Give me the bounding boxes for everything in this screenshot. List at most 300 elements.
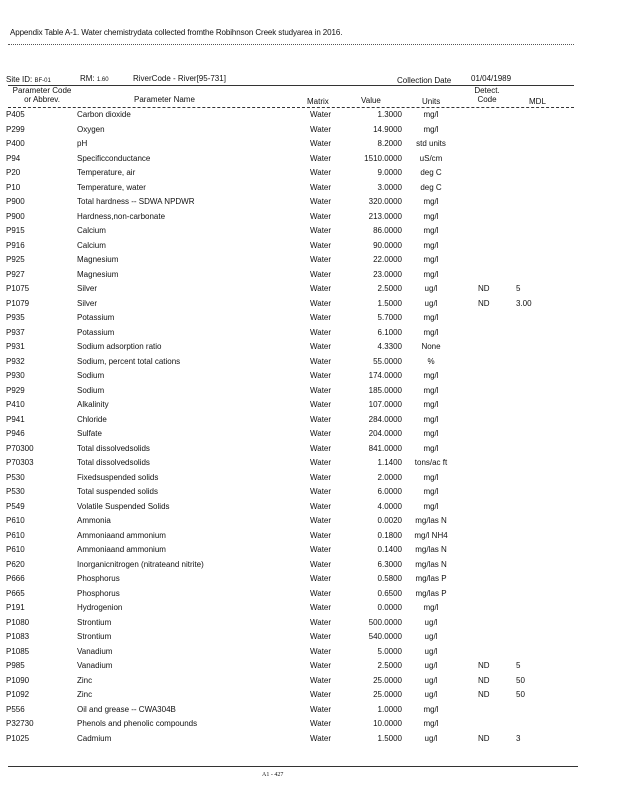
value-cell: 10.0000 bbox=[373, 719, 402, 728]
param-code-header-line1: Parameter Code bbox=[12, 86, 72, 95]
param-code-cell: P191 bbox=[6, 603, 25, 612]
param-code-cell: P1092 bbox=[6, 690, 30, 699]
river-mile-label: RM: bbox=[80, 74, 95, 83]
param-name-cell: Vanadium bbox=[77, 646, 113, 656]
matrix-cell: Water bbox=[310, 298, 332, 308]
value-cell: 0.1400 bbox=[377, 545, 402, 554]
units-cell: % bbox=[427, 356, 435, 366]
units-header: Units bbox=[422, 97, 441, 106]
table-row bbox=[0, 603, 618, 618]
matrix-cell: Water bbox=[310, 124, 332, 134]
units-cell: mg/l bbox=[423, 443, 439, 453]
column-header-rule bbox=[8, 107, 574, 108]
units-cell: mg/l bbox=[423, 124, 439, 134]
value-cell: 174.0000 bbox=[368, 371, 402, 380]
table-row bbox=[0, 386, 618, 401]
matrix-cell: Water bbox=[310, 574, 332, 583]
collection-date-label: Collection Date bbox=[397, 76, 452, 85]
units-cell: mg/l bbox=[423, 226, 439, 235]
mdl-header: MDL bbox=[529, 97, 546, 106]
units-cell: ug/l bbox=[424, 617, 438, 627]
units-cell: std units bbox=[416, 139, 446, 148]
param-name-cell: Inorganicnitrogen (nitrateand nitrite) bbox=[77, 559, 204, 569]
units-cell: mg/las N bbox=[415, 559, 447, 569]
matrix-header: Matrix bbox=[307, 97, 329, 106]
units-cell: uS/cm bbox=[419, 153, 443, 163]
param-name-cell: Calcium bbox=[77, 226, 106, 235]
value-cell: 6.1000 bbox=[377, 327, 402, 337]
value-cell: 500.0000 bbox=[368, 617, 402, 627]
value-cell: 841.0000 bbox=[368, 443, 402, 453]
matrix-cell: Water bbox=[310, 269, 332, 279]
param-code-cell: P915 bbox=[6, 226, 25, 235]
table-row bbox=[0, 632, 618, 647]
param-name-cell: Sodium adsorption ratio bbox=[77, 342, 162, 351]
table-row bbox=[0, 647, 618, 662]
units-cell: mg/l bbox=[423, 110, 439, 119]
units-cell: mg/l bbox=[423, 211, 439, 221]
value-cell: 6.3000 bbox=[377, 559, 402, 569]
units-cell: mg/l bbox=[423, 313, 439, 322]
param-name-cell: Ammoniaand ammonium bbox=[77, 530, 166, 540]
table-row bbox=[0, 168, 618, 183]
param-name-cell: Strontium bbox=[77, 617, 112, 627]
table-row bbox=[0, 400, 618, 415]
param-code-cell: P400 bbox=[6, 139, 25, 148]
param-code-cell: P405 bbox=[6, 110, 25, 119]
matrix-cell: Water bbox=[310, 545, 332, 554]
value-cell: 107.0000 bbox=[368, 400, 402, 409]
table-row bbox=[0, 212, 618, 227]
matrix-cell: Water bbox=[310, 414, 332, 424]
mdl-cell: 3.00 bbox=[516, 298, 532, 308]
table-row bbox=[0, 270, 618, 285]
param-name-cell: Total dissolvedsolids bbox=[77, 443, 150, 453]
matrix-cell: Water bbox=[310, 110, 332, 119]
matrix-cell: Water bbox=[310, 516, 332, 525]
param-code-cell: P549 bbox=[6, 501, 25, 511]
table-row bbox=[0, 618, 618, 633]
detect-code-header-line2: Code bbox=[477, 95, 497, 104]
table-row bbox=[0, 676, 618, 691]
table-row bbox=[0, 444, 618, 459]
units-cell: mg/las N bbox=[415, 545, 447, 554]
table-row bbox=[0, 545, 618, 560]
param-name-cell: Oxygen bbox=[77, 124, 105, 134]
value-cell: 9.0000 bbox=[377, 168, 402, 177]
value-cell: 0.5800 bbox=[377, 574, 402, 583]
value-cell: 25.0000 bbox=[373, 690, 402, 699]
table-row bbox=[0, 226, 618, 241]
param-code-cell: P932 bbox=[6, 356, 25, 366]
units-cell: ug/l bbox=[424, 690, 438, 699]
units-cell: mg/l bbox=[423, 487, 439, 496]
matrix-cell: Water bbox=[310, 385, 332, 395]
table-title: Appendix Table A-1. Water chemistrydata collected fromthe Robihnson Creek studyarea in 2016. bbox=[10, 28, 343, 37]
param-code-cell: P929 bbox=[6, 385, 25, 395]
detect-code-cell: ND bbox=[478, 675, 490, 685]
value-cell: 4.0000 bbox=[377, 501, 402, 511]
param-code-cell: P985 bbox=[6, 661, 25, 670]
param-name-cell: Calcium bbox=[77, 240, 106, 250]
table-row bbox=[0, 719, 618, 734]
param-code-cell: P530 bbox=[6, 472, 25, 482]
matrix-cell: Water bbox=[310, 400, 332, 409]
param-code-cell: P1075 bbox=[6, 284, 30, 293]
param-code-cell: P556 bbox=[6, 704, 25, 714]
units-cell: mg/l bbox=[423, 197, 439, 206]
param-name-cell: Silver bbox=[77, 298, 98, 308]
matrix-cell: Water bbox=[310, 646, 332, 656]
param-name-cell: Cadmium bbox=[77, 733, 112, 743]
param-name-cell: Strontium bbox=[77, 632, 112, 641]
param-code-cell: P32730 bbox=[6, 719, 34, 728]
param-code-cell: P930 bbox=[6, 371, 25, 380]
river-code: RiverCode - River[95-731] bbox=[133, 74, 226, 83]
table-row bbox=[0, 357, 618, 372]
param-code-cell: P1079 bbox=[6, 298, 30, 308]
matrix-cell: Water bbox=[310, 458, 332, 467]
matrix-cell: Water bbox=[310, 327, 332, 337]
detect-code-cell: ND bbox=[478, 661, 490, 670]
table-row bbox=[0, 125, 618, 140]
param-name-cell: Phenols and phenolic compounds bbox=[77, 719, 198, 728]
value-cell: 22.0000 bbox=[373, 255, 402, 264]
table-row bbox=[0, 705, 618, 720]
value-cell: 8.2000 bbox=[377, 139, 402, 148]
value-cell: 1.0000 bbox=[377, 704, 402, 714]
matrix-cell: Water bbox=[310, 530, 332, 540]
param-code-cell: P941 bbox=[6, 414, 25, 424]
units-cell: ug/l bbox=[424, 284, 438, 293]
param-code-cell: P931 bbox=[6, 342, 25, 351]
value-cell: 0.0020 bbox=[377, 516, 402, 525]
matrix-cell: Water bbox=[310, 675, 332, 685]
units-cell: mg/l bbox=[423, 327, 439, 337]
units-cell: None bbox=[421, 342, 441, 351]
units-cell: mg/l bbox=[423, 501, 439, 511]
param-code-cell: P925 bbox=[6, 255, 25, 264]
units-cell: ug/l bbox=[424, 733, 438, 743]
units-cell: mg/l bbox=[423, 240, 439, 250]
param-name-cell: Vanadium bbox=[77, 661, 113, 670]
param-name-cell: Volatile Suspended Solids bbox=[77, 501, 170, 511]
table-row bbox=[0, 661, 618, 676]
value-cell: 3.0000 bbox=[377, 182, 402, 192]
param-code-cell: P946 bbox=[6, 429, 25, 438]
param-code-cell: P900 bbox=[6, 211, 25, 221]
table-row bbox=[0, 328, 618, 343]
mdl-cell: 50 bbox=[516, 690, 525, 699]
param-name-cell: Magnesium bbox=[77, 269, 119, 279]
table-row bbox=[0, 574, 618, 589]
param-code-cell: P410 bbox=[6, 400, 25, 409]
matrix-cell: Water bbox=[310, 443, 332, 453]
param-name-cell: Chloride bbox=[77, 414, 107, 424]
units-cell: ug/l bbox=[424, 632, 438, 641]
param-code-cell: P1090 bbox=[6, 675, 30, 685]
param-name-cell: Phosphorus bbox=[77, 574, 120, 583]
river-mile-value: 1.60 bbox=[96, 77, 109, 83]
param-code-cell: P70303 bbox=[6, 458, 34, 467]
value-cell: 90.0000 bbox=[373, 240, 402, 250]
matrix-cell: Water bbox=[310, 153, 332, 163]
param-code-cell: P1080 bbox=[6, 617, 30, 627]
mdl-cell: 3 bbox=[516, 733, 521, 743]
param-name-cell: Total hardness -- SDWA NPDWR bbox=[77, 197, 195, 206]
matrix-cell: Water bbox=[310, 255, 332, 264]
matrix-cell: Water bbox=[310, 211, 332, 221]
param-code-cell: P1083 bbox=[6, 632, 30, 641]
units-cell: mg/l NH4 bbox=[414, 530, 448, 540]
matrix-cell: Water bbox=[310, 661, 332, 670]
param-name-cell: Hydrogenion bbox=[77, 603, 123, 612]
param-name-cell: Temperature, air bbox=[77, 168, 136, 177]
param-code-cell: P530 bbox=[6, 487, 25, 496]
units-cell: mg/las P bbox=[415, 588, 447, 598]
units-cell: mg/l bbox=[423, 400, 439, 409]
param-code-header-line2: or Abbrev. bbox=[24, 95, 60, 104]
value-cell: 1.3000 bbox=[377, 110, 402, 119]
value-cell: 0.1800 bbox=[377, 530, 402, 540]
value-cell: 6.0000 bbox=[377, 487, 402, 496]
value-cell: 25.0000 bbox=[373, 675, 402, 685]
matrix-cell: Water bbox=[310, 356, 332, 366]
param-code-cell: P610 bbox=[6, 516, 25, 525]
param-name-cell: Sulfate bbox=[77, 429, 102, 438]
title-divider bbox=[8, 44, 574, 45]
units-cell: mg/l bbox=[423, 255, 439, 264]
param-name-cell: Ammonia bbox=[77, 516, 111, 525]
matrix-cell: Water bbox=[310, 168, 332, 177]
param-name-cell: Total dissolvedsolids bbox=[77, 458, 150, 467]
table-row bbox=[0, 487, 618, 502]
value-cell: 284.0000 bbox=[368, 414, 402, 424]
matrix-cell: Water bbox=[310, 559, 332, 569]
param-code-cell: P20 bbox=[6, 168, 21, 177]
units-cell: mg/l bbox=[423, 472, 439, 482]
table-row bbox=[0, 589, 618, 604]
value-cell: 2.5000 bbox=[377, 284, 402, 293]
table-row bbox=[0, 241, 618, 256]
matrix-cell: Water bbox=[310, 472, 332, 482]
matrix-cell: Water bbox=[310, 197, 332, 206]
table-row bbox=[0, 415, 618, 430]
matrix-cell: Water bbox=[310, 733, 332, 743]
param-name-cell: Magnesium bbox=[77, 255, 119, 264]
param-name-cell: Sodium, percent total cations bbox=[77, 356, 181, 366]
matrix-cell: Water bbox=[310, 603, 332, 612]
table-row bbox=[0, 734, 618, 749]
table-row bbox=[0, 516, 618, 531]
matrix-cell: Water bbox=[310, 429, 332, 438]
value-cell: 540.0000 bbox=[368, 632, 402, 641]
units-cell: mg/l bbox=[423, 603, 439, 612]
units-cell: mg/l bbox=[423, 385, 439, 395]
table-row bbox=[0, 313, 618, 328]
collection-date: 01/04/1989 bbox=[471, 74, 512, 83]
param-name-cell: Oil and grease -- CWA304B bbox=[77, 704, 176, 714]
matrix-cell: Water bbox=[310, 313, 332, 322]
units-cell: ug/l bbox=[424, 661, 438, 670]
units-cell: mg/l bbox=[423, 371, 439, 380]
units-cell: mg/las P bbox=[415, 574, 447, 583]
table-row bbox=[0, 342, 618, 357]
table-row bbox=[0, 531, 618, 546]
param-code-cell: P610 bbox=[6, 545, 25, 554]
value-cell: 1.1400 bbox=[377, 458, 402, 467]
param-name-cell: Specificconductance bbox=[77, 153, 151, 163]
site-id-label: Site ID: bbox=[6, 75, 33, 84]
detect-code-cell: ND bbox=[478, 284, 490, 293]
table-row bbox=[0, 473, 618, 488]
value-cell: 14.9000 bbox=[373, 124, 402, 134]
matrix-cell: Water bbox=[310, 139, 332, 148]
param-name-cell: pH bbox=[77, 139, 88, 148]
param-code-cell: P610 bbox=[6, 530, 25, 540]
mdl-cell: 5 bbox=[516, 284, 521, 293]
units-cell: deg C bbox=[420, 182, 442, 192]
units-cell: mg/l bbox=[423, 704, 439, 714]
value-cell: 2.5000 bbox=[377, 661, 402, 670]
matrix-cell: Water bbox=[310, 182, 332, 192]
param-name-cell: Zinc bbox=[77, 675, 93, 685]
value-cell: 5.0000 bbox=[377, 646, 402, 656]
matrix-cell: Water bbox=[310, 690, 332, 699]
param-name-cell: Potassium bbox=[77, 327, 115, 337]
value-cell: 1510.0000 bbox=[364, 153, 402, 163]
mdl-cell: 50 bbox=[516, 675, 525, 685]
units-cell: mg/l bbox=[423, 414, 439, 424]
matrix-cell: Water bbox=[310, 284, 332, 293]
detect-code-cell: ND bbox=[478, 733, 490, 743]
param-name-cell: Fixedsuspended solids bbox=[77, 472, 159, 482]
table-row bbox=[0, 183, 618, 198]
table-row bbox=[0, 255, 618, 270]
matrix-cell: Water bbox=[310, 371, 332, 380]
site-id bbox=[6, 75, 51, 84]
param-name-cell: Silver bbox=[77, 284, 98, 293]
matrix-cell: Water bbox=[310, 342, 332, 351]
mdl-cell: 5 bbox=[516, 661, 521, 670]
value-cell: 2.0000 bbox=[377, 472, 402, 482]
units-cell: mg/las N bbox=[415, 516, 447, 525]
units-cell: mg/l bbox=[423, 269, 439, 279]
value-cell: 86.0000 bbox=[373, 226, 402, 235]
param-code-cell: P900 bbox=[6, 197, 25, 206]
table-row bbox=[0, 197, 618, 212]
param-name-cell: Ammoniaand ammonium bbox=[77, 545, 166, 554]
param-name-cell: Sodium bbox=[77, 371, 105, 380]
value-cell: 0.0000 bbox=[377, 603, 402, 612]
param-name-cell: Potassium bbox=[77, 313, 115, 322]
units-cell: deg C bbox=[420, 168, 442, 177]
page-number: A1 - 427 bbox=[262, 772, 284, 778]
param-code-cell: P94 bbox=[6, 153, 21, 163]
table-row bbox=[0, 458, 618, 473]
matrix-cell: Water bbox=[310, 240, 332, 250]
detect-code-cell: ND bbox=[478, 690, 490, 699]
param-name-cell: Temperature, water bbox=[77, 182, 146, 192]
value-cell: 320.0000 bbox=[368, 197, 402, 206]
table-row bbox=[0, 429, 618, 444]
value-cell: 4.3300 bbox=[377, 342, 402, 351]
matrix-cell: Water bbox=[310, 501, 332, 511]
param-name-cell: Hardness,non-carbonate bbox=[77, 211, 166, 221]
matrix-cell: Water bbox=[310, 487, 332, 496]
param-code-cell: P666 bbox=[6, 574, 25, 583]
site-id-value: BF-01 bbox=[34, 78, 51, 84]
value-cell: 1.5000 bbox=[377, 733, 402, 743]
param-code-cell: P665 bbox=[6, 588, 25, 598]
value-cell: 185.0000 bbox=[368, 385, 402, 395]
param-code-cell: P10 bbox=[6, 182, 21, 192]
param-code-cell: P299 bbox=[6, 124, 25, 134]
param-code-cell: P1085 bbox=[6, 646, 30, 656]
param-code-cell: P927 bbox=[6, 269, 25, 279]
table-row bbox=[0, 284, 618, 299]
param-code-cell: P620 bbox=[6, 559, 25, 569]
units-cell: ug/l bbox=[424, 646, 438, 656]
value-header: Value bbox=[361, 96, 381, 105]
param-code-cell: P1025 bbox=[6, 733, 30, 743]
units-cell: mg/l bbox=[423, 719, 439, 728]
value-cell: 213.0000 bbox=[368, 211, 402, 221]
param-code-cell: P935 bbox=[6, 313, 25, 322]
matrix-cell: Water bbox=[310, 719, 332, 728]
value-cell: 0.6500 bbox=[377, 588, 402, 598]
param-name-cell: Phosphorus bbox=[77, 588, 120, 598]
detect-code-header bbox=[468, 86, 506, 104]
param-name-header: Parameter Name bbox=[134, 95, 195, 104]
value-cell: 1.5000 bbox=[377, 298, 402, 308]
matrix-cell: Water bbox=[310, 632, 332, 641]
table-row bbox=[0, 154, 618, 169]
detect-code-header-line1: Detect. bbox=[474, 86, 500, 95]
param-code-cell: P916 bbox=[6, 240, 25, 250]
param-code-cell: P937 bbox=[6, 327, 25, 337]
param-name-cell: Sodium bbox=[77, 385, 105, 395]
units-cell: mg/l bbox=[423, 429, 439, 438]
table-row bbox=[0, 690, 618, 705]
footer-rule bbox=[8, 766, 578, 767]
param-name-cell: Zinc bbox=[77, 690, 93, 699]
value-cell: 23.0000 bbox=[373, 269, 402, 279]
units-cell: ug/l bbox=[424, 675, 438, 685]
param-name-cell: Alkalinity bbox=[77, 400, 109, 409]
table-row bbox=[0, 299, 618, 314]
table-row bbox=[0, 139, 618, 154]
table-row bbox=[0, 371, 618, 386]
value-cell: 5.7000 bbox=[377, 313, 402, 322]
value-cell: 55.0000 bbox=[373, 356, 402, 366]
param-name-cell: Total suspended solids bbox=[77, 487, 158, 496]
param-code-cell: P70300 bbox=[6, 443, 34, 453]
table-row bbox=[0, 110, 618, 125]
units-cell: ug/l bbox=[424, 298, 438, 308]
matrix-cell: Water bbox=[310, 226, 332, 235]
table-row bbox=[0, 560, 618, 575]
detect-code-cell: ND bbox=[478, 298, 490, 308]
value-cell: 204.0000 bbox=[368, 429, 402, 438]
matrix-cell: Water bbox=[310, 704, 332, 714]
param-name-cell: Carbon dioxide bbox=[77, 110, 131, 119]
units-cell: tons/ac ft bbox=[414, 458, 448, 467]
param-code-header bbox=[6, 86, 78, 104]
river-mile bbox=[80, 74, 109, 83]
matrix-cell: Water bbox=[310, 617, 332, 627]
table-row bbox=[0, 502, 618, 517]
